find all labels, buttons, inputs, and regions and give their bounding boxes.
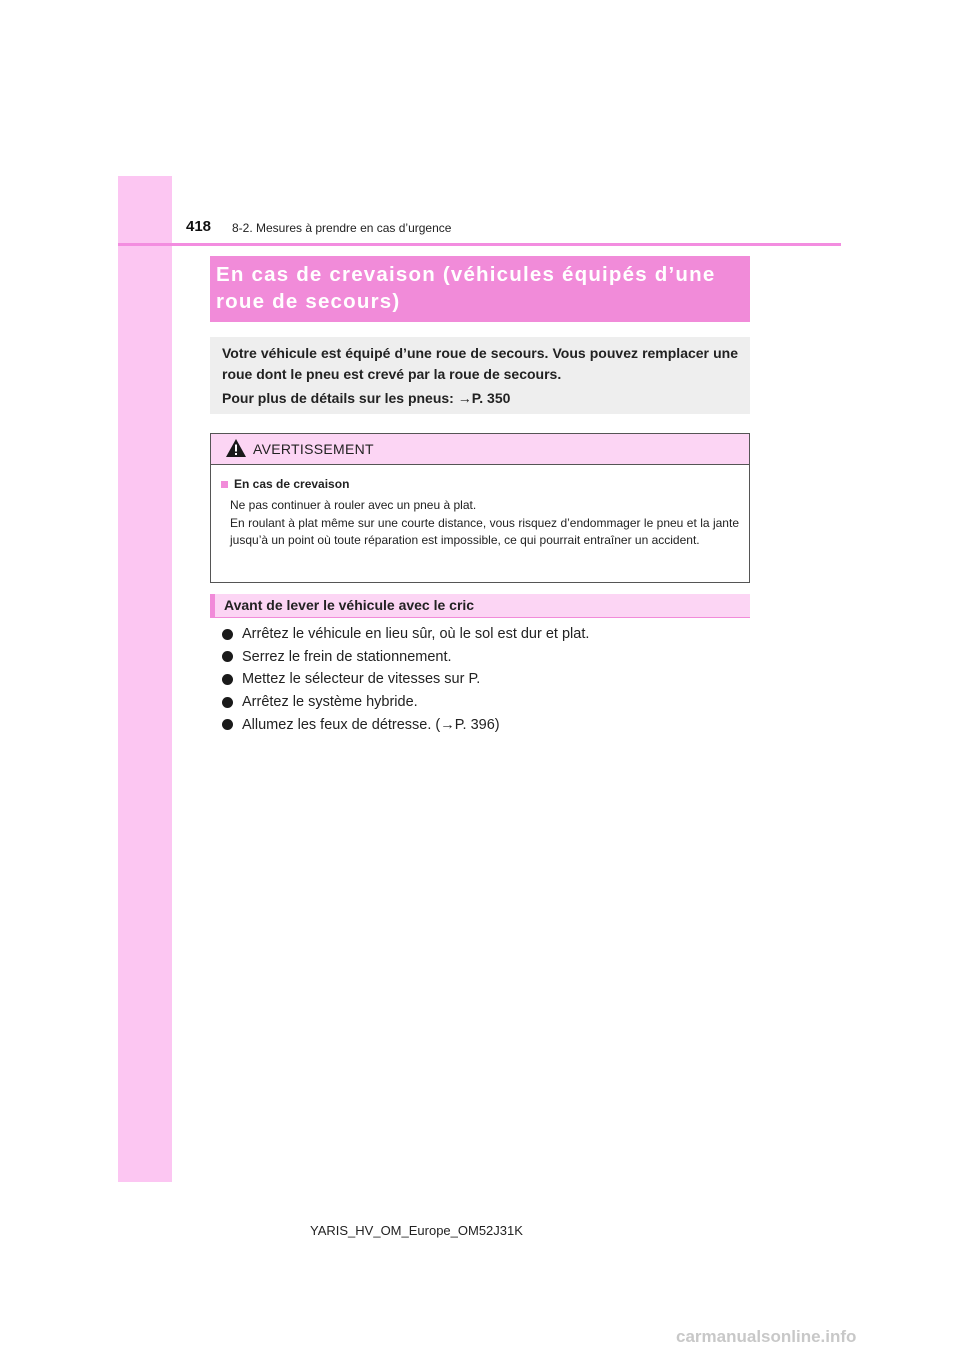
side-tab-strip xyxy=(118,176,172,1182)
page-title: En cas de crevaison (véhicules équipés d’une roue de secours) xyxy=(216,263,716,313)
warning-header xyxy=(211,434,749,465)
warning-subheading-text: En cas de crevaison xyxy=(234,477,350,491)
watermark: carmanualsonline.info xyxy=(676,1327,857,1346)
list-item xyxy=(222,668,589,691)
warning-subheading xyxy=(221,477,739,491)
warning-triangle-icon xyxy=(225,438,247,463)
subsection-accent-bar xyxy=(210,594,215,618)
warning-body xyxy=(211,465,749,550)
subsection-title: Avant de lever le véhicule avec le cric xyxy=(224,597,475,613)
header-divider xyxy=(118,243,841,246)
bullet-icon xyxy=(222,719,233,730)
warning-label: AVERTISSEMENT xyxy=(253,441,374,457)
warning-line: Ne pas continuer à rouler avec un pneu à plat. xyxy=(230,498,477,512)
bullet-icon xyxy=(222,629,233,640)
step-text: Arrêtez le véhicule en lieu sûr, où le sol est dur et plat. xyxy=(242,626,590,643)
bullet-icon xyxy=(222,651,233,662)
warning-box xyxy=(210,433,750,583)
intro-box xyxy=(210,337,750,414)
step-text: Allumez les feux de détresse. (→P. 396) xyxy=(242,716,500,733)
page-number: 418 xyxy=(186,218,212,235)
steps-list xyxy=(222,623,589,736)
intro-paragraph: Votre véhicule est équipé d’une roue de secours. Vous pouvez remplacer une roue dont le pneu est crevé par la roue de secours. xyxy=(222,345,738,382)
footer-document-code: YARIS_HV_OM_Europe_OM52J31K xyxy=(310,1223,523,1238)
bullet-icon xyxy=(222,697,233,708)
list-item xyxy=(222,713,589,736)
warning-line: En roulant à plat même sur une courte distance, vous risquez d’endommager le pneu et la jante jusqu’à un point où toute réparation est impossible, ce qui pourrait entraîner un accident. xyxy=(230,515,739,547)
list-item xyxy=(222,623,589,646)
intro-reference-link[interactable]: Pour plus de détails sur les pneus: →P. 350 xyxy=(222,390,511,406)
section-breadcrumb: 8-2. Mesures à prendre en cas d’urgence xyxy=(232,221,452,235)
list-item xyxy=(222,646,589,669)
page-title-banner xyxy=(210,256,750,322)
list-item xyxy=(222,691,589,714)
subsection-header xyxy=(210,594,750,618)
square-bullet-icon xyxy=(221,481,228,488)
step-text: Mettez le sélecteur de vitesses sur P. xyxy=(242,671,481,688)
step-text: Serrez le frein de stationnement. xyxy=(242,648,452,665)
bullet-icon xyxy=(222,674,233,685)
step-text: Arrêtez le système hybride. xyxy=(242,694,418,711)
